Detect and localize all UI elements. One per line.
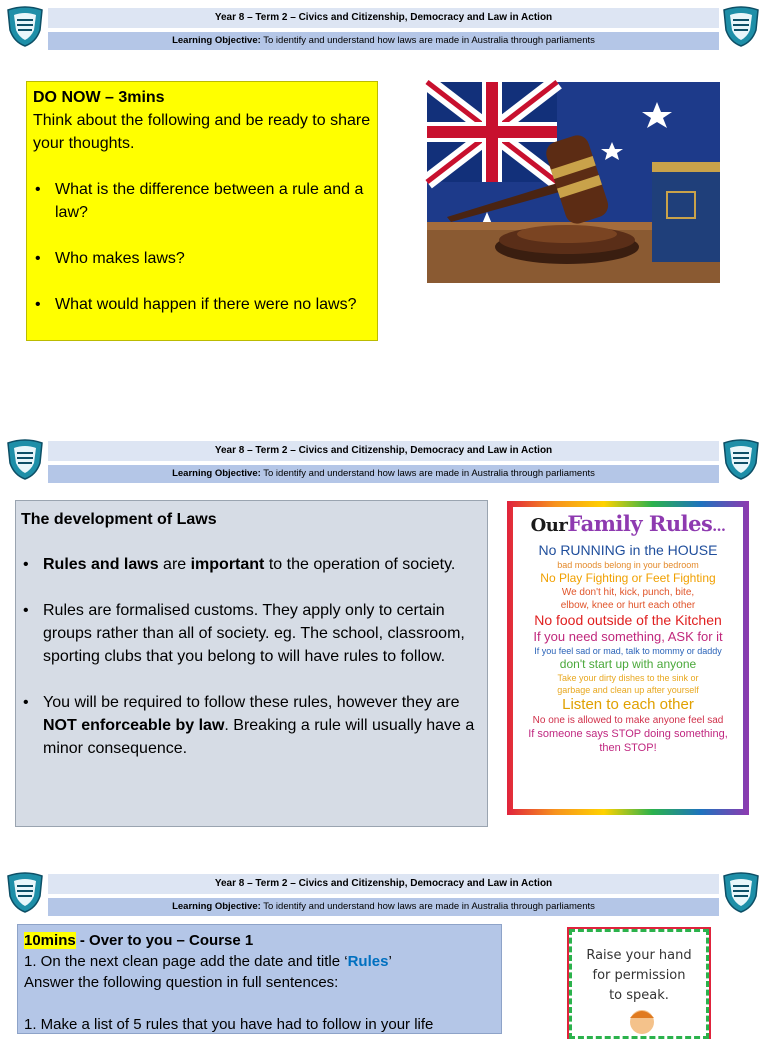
learning-objective: Learning Objective: To identify and understand how laws are made in Australia through parliaments	[48, 898, 719, 916]
poster-rule-line: then STOP!	[599, 742, 657, 754]
point-item: • You will be required to follow these rules, however they are NOT enforceable by law. Breaking a rule will usually have a minor consequence.	[21, 691, 482, 760]
poster-text-line: to speak.	[609, 988, 669, 1003]
school-crest-icon	[722, 439, 760, 481]
poster-rule-line: No RUNNING in the HOUSE	[538, 542, 718, 558]
poster-rule-line: No food outside of the Kitchen	[534, 612, 722, 628]
learning-objective: Learning Objective: To identify and understand how laws are made in Australia through parliaments	[48, 465, 719, 483]
point-item: • Rules and laws are important to the operation of society.	[21, 553, 482, 576]
point-item: • Rules are formalised customs. They apply only to certain groups rather than all of society. eg. The school, classroom, sporting clubs that you belong to will have rules to follow.	[21, 599, 482, 668]
poster-rule-line: bad moods belong in your bedroom	[557, 560, 699, 570]
raise-hand-poster	[569, 929, 709, 1039]
do-now-box	[26, 81, 378, 341]
task-step-2: Answer the following question in full sentences:	[24, 974, 339, 991]
poster-title: OurFamily Rules...	[530, 511, 726, 536]
do-now-intro: Think about the following and be ready to share your thoughts.	[33, 112, 371, 152]
poster-rule-line: No one is allowed to make anyone feel sad	[532, 715, 724, 726]
question-list	[33, 178, 371, 316]
question-item: • What is the difference between a rule and a law?	[33, 178, 371, 224]
poster-rule-line: garbage and clean up after yourself	[557, 685, 699, 695]
poster-rule-line: Listen to each other	[562, 696, 694, 713]
course-header: Year 8 – Term 2 – Civics and Citizenship, Democracy and Law in Action	[48, 441, 719, 461]
do-now-title: DO NOW – 3mins	[33, 89, 165, 106]
question-item: • Who makes laws?	[33, 247, 371, 270]
learning-objective: Learning Objective: To identify and understand how laws are made in Australia through parliaments	[48, 32, 719, 50]
poster-rule-line: If you need something, ASK for it	[533, 629, 723, 644]
poster-lines	[513, 542, 743, 755]
slide-over-to-you	[0, 866, 768, 1033]
question-item: • What would happen if there were no laws?	[33, 293, 371, 316]
poster-rule-line: elbow, knee or hurt each other	[560, 600, 696, 611]
slide-do-now	[0, 0, 768, 424]
course-header: Year 8 – Term 2 – Civics and Citizenship, Democracy and Law in Action	[48, 8, 719, 28]
school-crest-icon	[722, 6, 760, 48]
school-crest-icon	[6, 872, 44, 914]
slide-development-of-laws	[0, 433, 768, 857]
task-box	[17, 924, 502, 1034]
poster-rule-line: If someone says STOP doing something,	[528, 728, 728, 740]
poster-rule-line: If you feel sad or mad, talk to mommy or daddy	[534, 646, 722, 656]
course-header: Year 8 – Term 2 – Civics and Citizenship, Democracy and Law in Action	[48, 874, 719, 894]
section-title: The development of Laws	[21, 511, 217, 528]
gavel-flag-photo	[427, 82, 720, 283]
poster-rule-line: We don't hit, kick, punch, bite,	[561, 587, 695, 598]
poster-text-line: Raise your hand	[586, 948, 692, 963]
poster-rule-line: don't start up with anyone	[559, 657, 697, 671]
development-box	[15, 500, 488, 827]
school-crest-icon	[722, 872, 760, 914]
child-raising-hand-icon	[622, 1006, 662, 1026]
family-rules-poster	[507, 501, 749, 815]
poster-rule-line: No Play Fighting or Feet Fighting	[540, 571, 716, 585]
law-points-list	[21, 553, 482, 760]
poster-rule-line: Take your dirty dishes to the sink or	[557, 673, 699, 683]
task-title: 10mins - Over to you – Course 1	[24, 932, 254, 949]
school-crest-icon	[6, 6, 44, 48]
task-question-1: 1. Make a list of 5 rules that you have had to follow in your life	[24, 1016, 434, 1033]
task-step-1: 1. On the next clean page add the date and title ‘Rules’	[24, 953, 392, 970]
poster-text-line: for permission	[592, 968, 686, 983]
school-crest-icon	[6, 439, 44, 481]
